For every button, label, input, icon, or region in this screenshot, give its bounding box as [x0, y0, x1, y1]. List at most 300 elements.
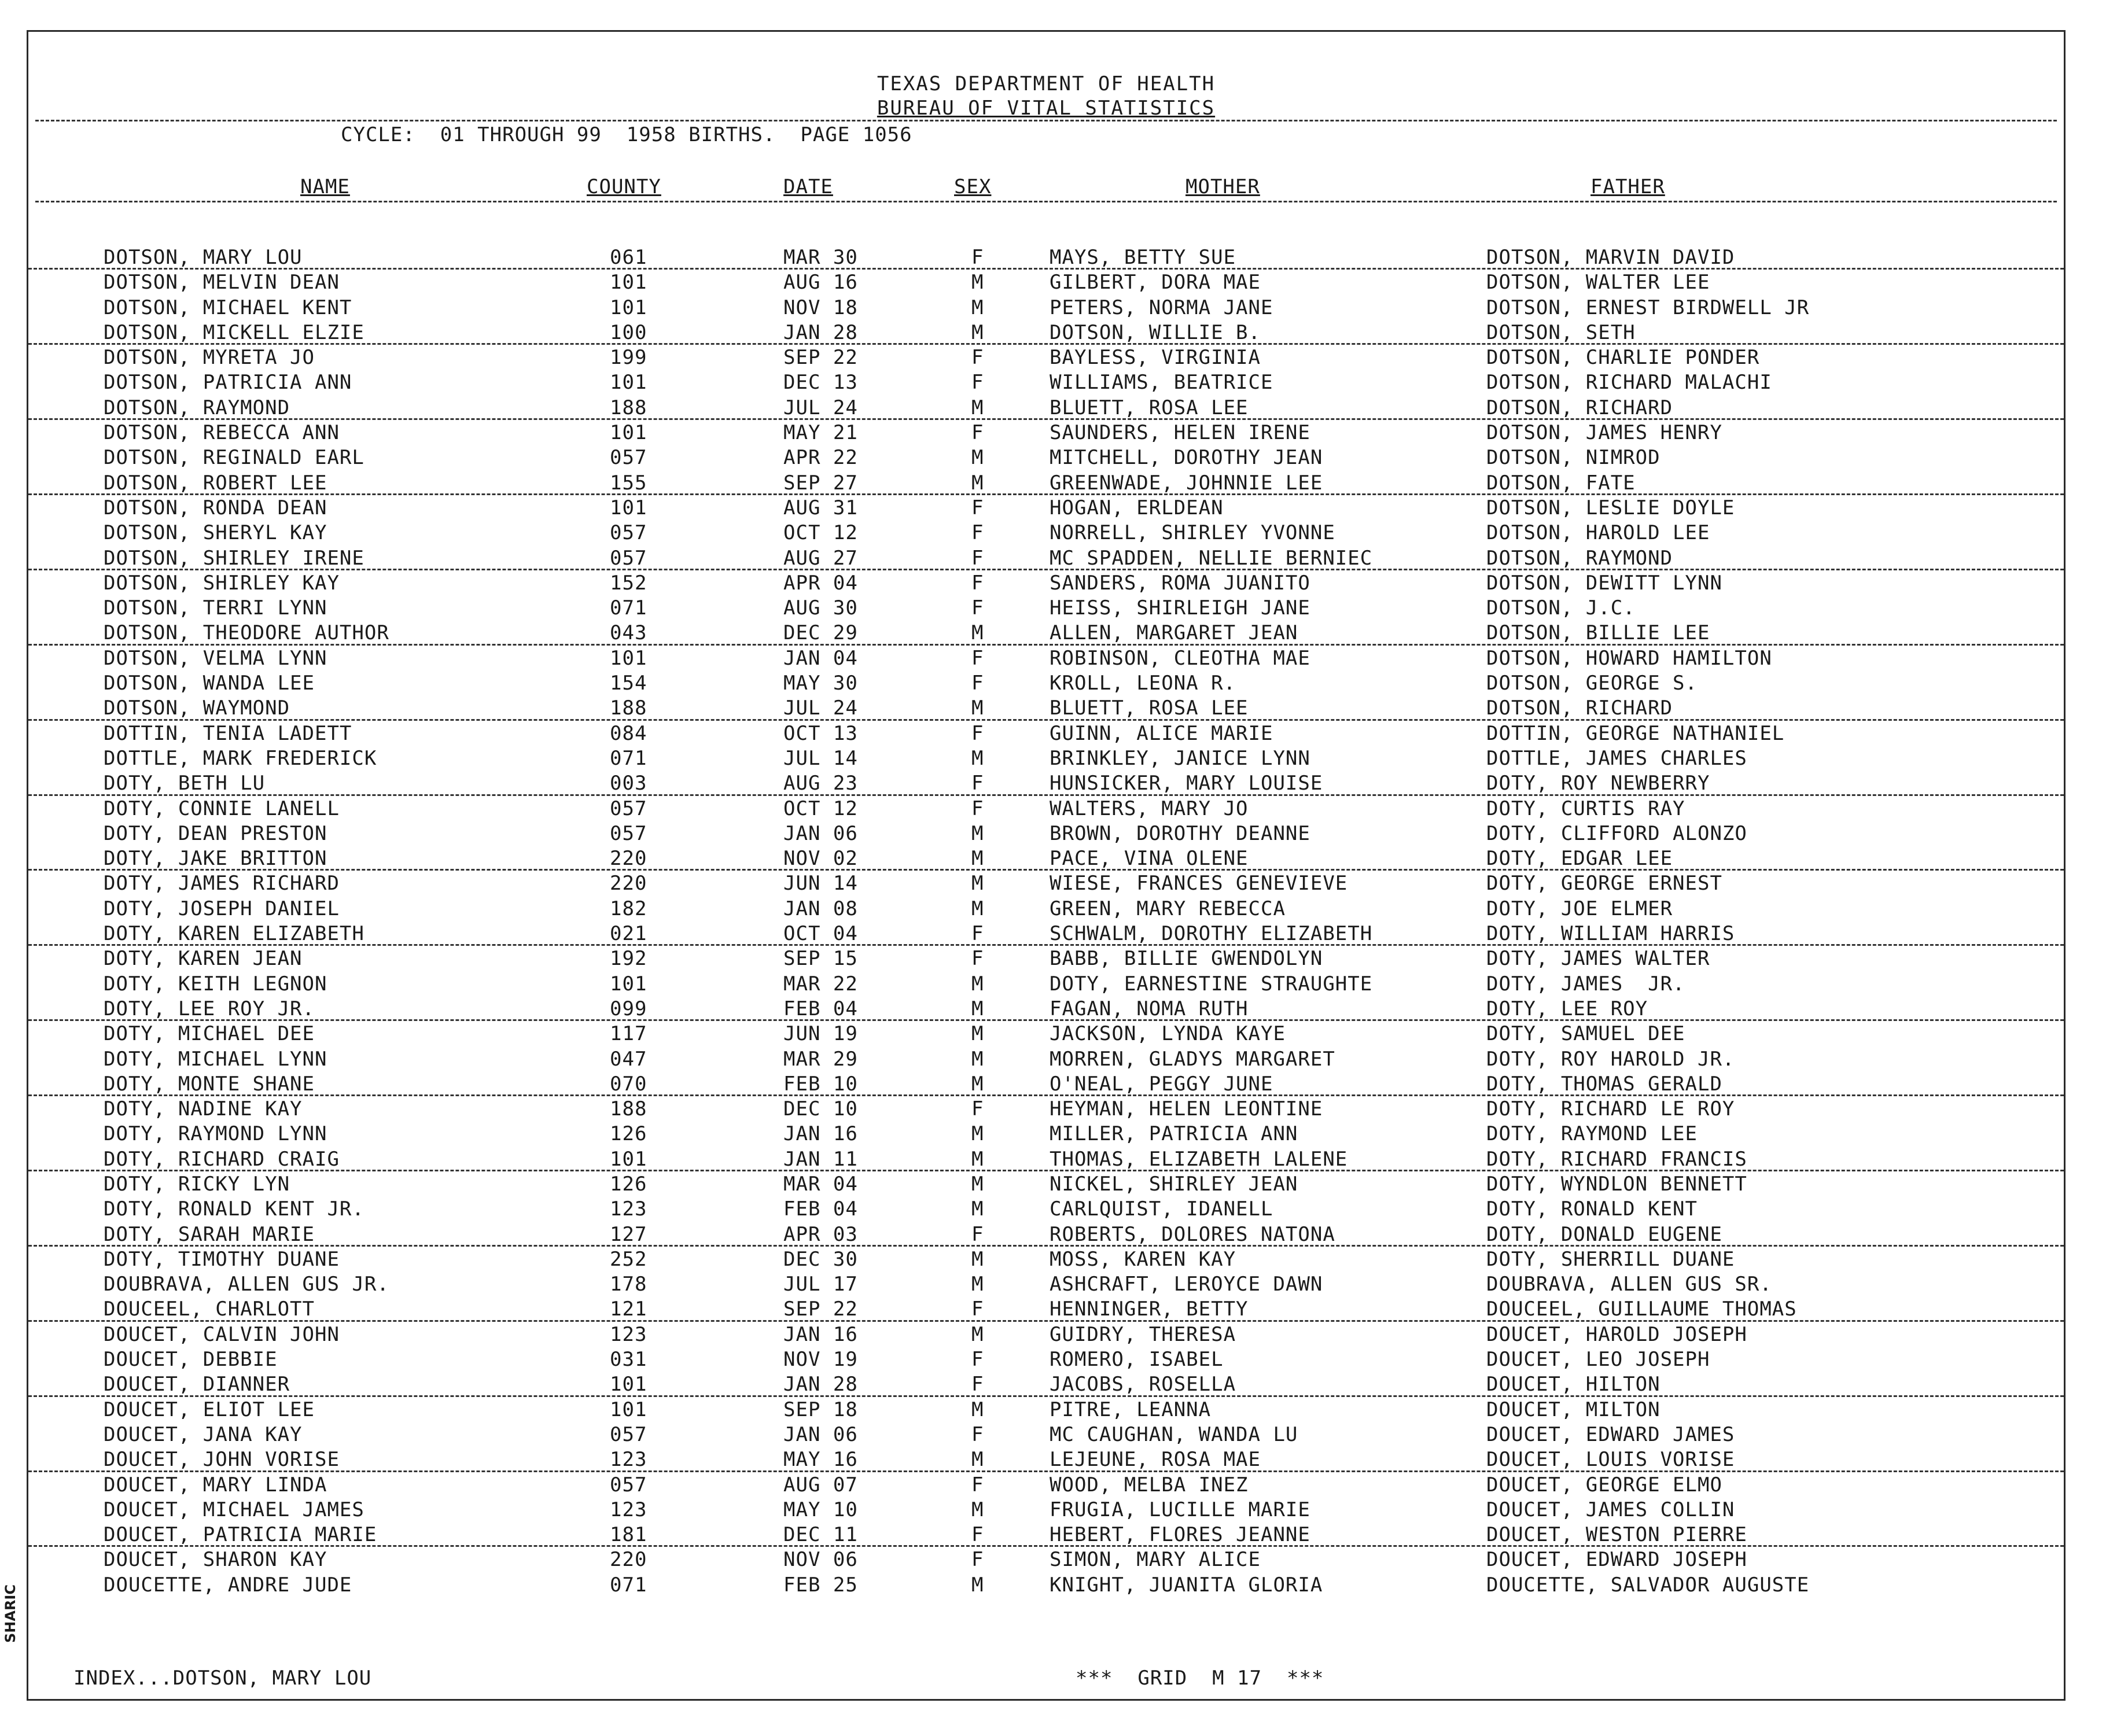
cell-mother: GUINN, ALICE MARIE [1050, 721, 1273, 745]
cell-county: 021 [610, 922, 647, 946]
cell-father: DOTY, LEE ROY [1486, 997, 1648, 1020]
cell-county: 101 [610, 972, 647, 996]
cell-father: DOTSON, LESLIE DOYLE [1486, 496, 1735, 519]
table-row [28, 570, 2064, 595]
cell-county: 057 [610, 797, 647, 820]
cell-name: DOTSON, RONDA DEAN [104, 496, 327, 519]
table-row [28, 345, 2064, 370]
cell-sex: F [971, 922, 984, 946]
table-row [28, 1147, 2064, 1171]
cell-county: 126 [610, 1122, 647, 1146]
cell-county: 188 [610, 696, 647, 720]
column-header-father: FATHER [1590, 175, 1665, 198]
cell-date: JUN 19 [783, 1022, 858, 1046]
cell-name: DOTSON, WANDA LEE [104, 672, 315, 695]
cell-county: 181 [610, 1523, 647, 1547]
table-row [28, 1497, 2064, 1522]
cell-name: DOTSON, PATRICIA ANN [104, 371, 352, 395]
cell-date: SEP 18 [783, 1398, 858, 1421]
side-label: SHARIC [2, 1584, 19, 1643]
cell-sex: M [971, 621, 984, 645]
cell-date: OCT 12 [783, 521, 858, 545]
cell-mother: BLUETT, ROSA LEE [1050, 396, 1249, 419]
cell-sex: M [971, 821, 984, 845]
index-label: INDEX...DOTSON, MARY LOU [73, 1667, 372, 1690]
cell-mother: DOTY, EARNESTINE STRAUGHTE [1050, 972, 1373, 996]
cell-name: DOTSON, VELMA LYNN [104, 646, 327, 670]
cell-date: JUL 14 [783, 746, 858, 770]
cell-date: MAY 10 [783, 1498, 858, 1521]
cell-sex: F [971, 521, 984, 545]
cell-county: 070 [610, 1072, 647, 1096]
cell-sex: M [971, 271, 984, 294]
cell-father: DOTY, JAMES WALTER [1486, 947, 1710, 971]
cell-county: 121 [610, 1298, 647, 1321]
table-row [28, 1271, 2064, 1296]
table-row [28, 295, 2064, 320]
column-header-name: NAME [300, 175, 350, 198]
cell-date: MAY 16 [783, 1448, 858, 1472]
cell-mother: HOGAN, ERLDEAN [1050, 496, 1224, 519]
cell-mother: BROWN, DOROTHY DEANNE [1050, 821, 1310, 845]
cell-county: 155 [610, 471, 647, 495]
cell-father: DOTY, THOMAS GERALD [1486, 1072, 1722, 1096]
cell-father: DOTY, SAMUEL DEE [1486, 1022, 1685, 1046]
cell-date: NOV 02 [783, 847, 858, 871]
cell-name: DOUCET, MARY LINDA [104, 1473, 327, 1497]
cell-date: FEB 04 [783, 1197, 858, 1221]
cell-father: DOUCET, HAROLD JOSEPH [1486, 1322, 1747, 1346]
cell-father: DOUCETTE, SALVADOR AUGUSTE [1486, 1573, 1810, 1597]
cell-date: JAN 16 [783, 1122, 858, 1146]
cell-father: DOTY, WYNDLON BENNETT [1486, 1172, 1747, 1196]
cell-mother: WIESE, FRANCES GENEVIEVE [1050, 872, 1348, 895]
table-row [28, 1222, 2064, 1247]
cell-father: DOTY, DONALD EUGENE [1486, 1222, 1722, 1246]
cell-date: NOV 18 [783, 296, 858, 319]
cell-father: DOTSON, DEWITT LYNN [1486, 571, 1722, 595]
cell-name: DOTY, RONALD KENT JR. [104, 1197, 365, 1221]
cell-date: MAR 30 [783, 246, 858, 269]
table-row [28, 695, 2064, 720]
cell-mother: GREENWADE, JOHNNIE LEE [1050, 471, 1323, 495]
table-row [28, 1322, 2064, 1347]
cell-sex: F [971, 1373, 984, 1396]
cell-name: DOTTIN, TENIA LADETT [104, 721, 352, 745]
cell-father: DOTSON, BILLIE LEE [1486, 621, 1710, 645]
cell-date: AUG 23 [783, 772, 858, 795]
cell-date: AUG 30 [783, 596, 858, 620]
cell-date: SEP 27 [783, 471, 858, 495]
cell-father: DOTTLE, JAMES CHARLES [1486, 746, 1747, 770]
cell-mother: FRUGIA, LUCILLE MARIE [1050, 1498, 1310, 1521]
cell-date: JAN 06 [783, 821, 858, 845]
ledger-page [27, 30, 2066, 1701]
cell-father: DOUCET, GEORGE ELMO [1486, 1473, 1722, 1497]
cell-date: OCT 13 [783, 721, 858, 745]
cell-sex: M [971, 847, 984, 871]
cell-name: DOTSON, MYRETA JO [104, 346, 315, 370]
table-row [28, 1071, 2064, 1096]
cell-sex: F [971, 1222, 984, 1246]
cell-father: DOUCET, MILTON [1486, 1398, 1661, 1421]
cell-mother: SAUNDERS, HELEN IRENE [1050, 421, 1310, 445]
cell-county: 101 [610, 1373, 647, 1396]
cell-county: 126 [610, 1172, 647, 1196]
cell-county: 101 [610, 421, 647, 445]
cell-mother: THOMAS, ELIZABETH LALENE [1050, 1147, 1348, 1171]
cell-father: DOUCEEL, GUILLAUME THOMAS [1486, 1298, 1797, 1321]
table-row [28, 1572, 2064, 1597]
cell-date: JAN 04 [783, 646, 858, 670]
table-row [28, 1472, 2064, 1497]
cell-county: 123 [610, 1197, 647, 1221]
table-row [28, 395, 2064, 420]
table-row [28, 1046, 2064, 1071]
cell-mother: FAGAN, NOMA RUTH [1050, 997, 1249, 1020]
cell-name: DOTSON, MELVIN DEAN [104, 271, 340, 294]
cell-county: 057 [610, 1473, 647, 1497]
cell-mother: SANDERS, ROMA JUANITO [1050, 571, 1310, 595]
cell-sex: F [971, 596, 984, 620]
table-row [28, 971, 2064, 996]
cell-name: DOTY, MONTE SHANE [104, 1072, 315, 1096]
cell-date: SEP 22 [783, 346, 858, 370]
table-row [28, 1247, 2064, 1271]
cell-name: DOTY, NADINE KAY [104, 1097, 303, 1121]
cell-name: DOTSON, THEODORE AUTHOR [104, 621, 389, 645]
cell-sex: M [971, 897, 984, 920]
column-header-divider [35, 201, 2057, 202]
cell-sex: F [971, 421, 984, 445]
cell-mother: ROBINSON, CLEOTHA MAE [1050, 646, 1310, 670]
cell-name: DOTSON, TERRI LYNN [104, 596, 327, 620]
cell-county: 084 [610, 721, 647, 745]
cell-father: DOTY, RICHARD LE ROY [1486, 1097, 1735, 1121]
cell-county: 101 [610, 496, 647, 519]
cell-mother: BAYLESS, VIRGINIA [1050, 346, 1261, 370]
header-divider [35, 120, 2057, 121]
cell-name: DOTY, RICHARD CRAIG [104, 1147, 340, 1171]
cell-sex: M [971, 320, 984, 344]
cell-father: DOTY, JAMES JR. [1486, 972, 1685, 996]
table-row [28, 420, 2064, 445]
cell-name: DOUCETTE, ANDRE JUDE [104, 1573, 352, 1597]
cell-date: MAR 04 [783, 1172, 858, 1196]
cell-name: DOUCET, CALVIN JOHN [104, 1322, 340, 1346]
cell-name: DOTSON, MICKELL ELZIE [104, 320, 365, 344]
cell-sex: M [971, 1247, 984, 1271]
cell-county: 057 [610, 446, 647, 470]
cell-county: 127 [610, 1222, 647, 1246]
cell-date: DEC 13 [783, 371, 858, 395]
cell-date: JAN 16 [783, 1322, 858, 1346]
cell-father: DOTY, RICHARD FRANCIS [1486, 1147, 1747, 1171]
cell-sex: M [971, 1448, 984, 1472]
column-header-county: COUNTY [587, 175, 661, 198]
cell-father: DOTSON, HAROLD LEE [1486, 521, 1710, 545]
cell-date: DEC 11 [783, 1523, 858, 1547]
table-row [28, 1422, 2064, 1447]
cell-mother: BLUETT, ROSA LEE [1050, 696, 1249, 720]
table-row [28, 721, 2064, 746]
cell-mother: ROMERO, ISABEL [1050, 1348, 1224, 1372]
table-row [28, 1547, 2064, 1572]
cell-father: DOTSON, RICHARD MALACHI [1486, 371, 1772, 395]
cell-father: DOUCET, LEO JOSEPH [1486, 1348, 1710, 1372]
table-row [28, 595, 2064, 620]
cell-name: DOTY, KAREN JEAN [104, 947, 303, 971]
cell-county: 117 [610, 1022, 647, 1046]
cell-county: 100 [610, 320, 647, 344]
cell-father: DOTSON, CHARLIE PONDER [1486, 346, 1760, 370]
cell-date: FEB 25 [783, 1573, 858, 1597]
cell-name: DOUCET, SHARON KAY [104, 1548, 327, 1572]
cell-mother: MITCHELL, DOROTHY JEAN [1050, 446, 1323, 470]
cell-mother: BRINKLEY, JANICE LYNN [1050, 746, 1310, 770]
table-row [28, 1372, 2064, 1396]
cell-father: DOTTIN, GEORGE NATHANIEL [1486, 721, 1785, 745]
cell-date: DEC 29 [783, 621, 858, 645]
cell-county: 152 [610, 571, 647, 595]
cell-father: DOTSON, JAMES HENRY [1486, 421, 1722, 445]
cell-county: 101 [610, 371, 647, 395]
cell-date: DEC 10 [783, 1097, 858, 1121]
cell-name: DOTSON, WAYMOND [104, 696, 290, 720]
cell-name: DOTSON, RAYMOND [104, 396, 290, 419]
cell-name: DOUCET, JANA KAY [104, 1422, 303, 1446]
cell-county: 043 [610, 621, 647, 645]
cell-name: DOTY, KAREN ELIZABETH [104, 922, 365, 946]
table-row [28, 445, 2064, 470]
cell-county: 057 [610, 821, 647, 845]
cell-father: DOTSON, MARVIN DAVID [1486, 246, 1735, 269]
cell-date: FEB 04 [783, 997, 858, 1020]
cell-name: DOUBRAVA, ALLEN GUS JR. [104, 1273, 389, 1296]
table-row [28, 546, 2064, 570]
cell-name: DOUCET, DIANNER [104, 1373, 290, 1396]
cell-sex: F [971, 1097, 984, 1121]
cell-sex: M [971, 396, 984, 419]
cell-sex: M [971, 972, 984, 996]
table-row [28, 1096, 2064, 1121]
cell-name: DOTSON, REBECCA ANN [104, 421, 340, 445]
table-row [28, 1121, 2064, 1146]
cell-name: DOUCET, PATRICIA MARIE [104, 1523, 377, 1547]
cell-county: 099 [610, 997, 647, 1020]
cell-father: DOTY, ROY HAROLD JR. [1486, 1047, 1735, 1071]
cell-sex: M [971, 746, 984, 770]
cell-county: 188 [610, 396, 647, 419]
cell-mother: JACKSON, LYNDA KAYE [1050, 1022, 1286, 1046]
cell-father: DOUCET, LOUIS VORISE [1486, 1448, 1735, 1472]
cell-father: DOUCET, EDWARD JOSEPH [1486, 1548, 1747, 1572]
cell-father: DOTY, ROY NEWBERRY [1486, 772, 1710, 795]
cell-date: JAN 28 [783, 320, 858, 344]
cell-father: DOTSON, FATE [1486, 471, 1636, 495]
cell-sex: M [971, 296, 984, 319]
cell-father: DOTY, JOE ELMER [1486, 897, 1673, 920]
cell-date: JUN 14 [783, 872, 858, 895]
cell-father: DOUCET, JAMES COLLIN [1486, 1498, 1735, 1521]
table-row [28, 520, 2064, 545]
cell-name: DOTSON, MICHAEL KENT [104, 296, 352, 319]
cell-mother: GREEN, MARY REBECCA [1050, 897, 1286, 920]
table-row [28, 1196, 2064, 1221]
cell-date: NOV 19 [783, 1348, 858, 1372]
table-row [28, 946, 2064, 971]
cell-name: DOTY, LEE ROY JR. [104, 997, 315, 1020]
cell-date: JAN 28 [783, 1373, 858, 1396]
cell-county: 199 [610, 346, 647, 370]
cell-name: DOTSON, REGINALD EARL [104, 446, 365, 470]
cell-sex: F [971, 1348, 984, 1372]
cell-name: DOUCEEL, CHARLOTT [104, 1298, 315, 1321]
table-row [28, 670, 2064, 695]
table-row [28, 746, 2064, 771]
cell-father: DOTSON, WALTER LEE [1486, 271, 1710, 294]
cell-county: 071 [610, 746, 647, 770]
cell-mother: NORRELL, SHIRLEY YVONNE [1050, 521, 1335, 545]
cell-sex: M [971, 997, 984, 1020]
cell-sex: F [971, 546, 984, 570]
cell-name: DOUCET, DEBBIE [104, 1348, 278, 1372]
cell-father: DOTY, GEORGE ERNEST [1486, 872, 1722, 895]
cell-sex: M [971, 1172, 984, 1196]
cell-date: APR 22 [783, 446, 858, 470]
cell-mother: CARLQUIST, IDANELL [1050, 1197, 1273, 1221]
cell-mother: MORREN, GLADYS MARGARET [1050, 1047, 1335, 1071]
cell-sex: M [971, 872, 984, 895]
cell-sex: F [971, 947, 984, 971]
table-row [28, 495, 2064, 520]
cell-mother: WALTERS, MARY JO [1050, 797, 1249, 820]
cell-county: 188 [610, 1097, 647, 1121]
bureau-title: BUREAU OF VITAL STATISTICS [877, 97, 1216, 120]
cell-date: JAN 06 [783, 1422, 858, 1446]
cell-date: AUG 07 [783, 1473, 858, 1497]
cell-county: 057 [610, 521, 647, 545]
cell-county: 101 [610, 271, 647, 294]
cell-sex: M [971, 446, 984, 470]
cell-name: DOTY, CONNIE LANELL [104, 797, 340, 820]
cell-name: DOTY, MICHAEL DEE [104, 1022, 315, 1046]
cell-mother: HENNINGER, BETTY [1050, 1298, 1249, 1321]
cell-date: MAY 21 [783, 421, 858, 445]
cell-sex: F [971, 797, 984, 820]
cell-father: DOTSON, J.C. [1486, 596, 1636, 620]
cell-father: DOTSON, NIMROD [1486, 446, 1661, 470]
cell-name: DOTY, JOSEPH DANIEL [104, 897, 340, 920]
cell-county: 220 [610, 872, 647, 895]
cell-sex: M [971, 1022, 984, 1046]
cell-mother: GUIDRY, THERESA [1050, 1322, 1236, 1346]
cell-name: DOUCET, JOHN VORISE [104, 1448, 340, 1472]
cell-date: APR 03 [783, 1222, 858, 1246]
cell-mother: KNIGHT, JUANITA GLORIA [1050, 1573, 1323, 1597]
table-row [28, 846, 2064, 871]
cell-mother: BABB, BILLIE GWENDOLYN [1050, 947, 1323, 971]
table-row [28, 1447, 2064, 1472]
cell-county: 220 [610, 1548, 647, 1572]
cell-sex: M [971, 1197, 984, 1221]
cell-name: DOUCET, MICHAEL JAMES [104, 1498, 365, 1521]
cell-sex: F [971, 1548, 984, 1572]
cell-sex: M [971, 1398, 984, 1421]
table-row [28, 771, 2064, 795]
cell-mother: MOSS, KAREN KAY [1050, 1247, 1236, 1271]
cell-father: DOTY, CLIFFORD ALONZO [1486, 821, 1747, 845]
cell-mother: PETERS, NORMA JANE [1050, 296, 1273, 319]
cell-sex: F [971, 246, 984, 269]
cell-mother: LEJEUNE, ROSA MAE [1050, 1448, 1261, 1472]
cell-father: DOTSON, RICHARD [1486, 696, 1673, 720]
cell-sex: M [971, 1498, 984, 1521]
cell-sex: F [971, 1298, 984, 1321]
cell-mother: HUNSICKER, MARY LOUISE [1050, 772, 1323, 795]
cell-county: 101 [610, 646, 647, 670]
table-row [28, 1522, 2064, 1547]
cell-county: 047 [610, 1047, 647, 1071]
cell-date: JUL 17 [783, 1273, 858, 1296]
cell-father: DOUBRAVA, ALLEN GUS SR. [1486, 1273, 1772, 1296]
table-row [28, 620, 2064, 645]
cell-date: OCT 04 [783, 922, 858, 946]
cell-sex: F [971, 646, 984, 670]
table-row [28, 646, 2064, 670]
cell-mother: HEYMAN, HELEN LEONTINE [1050, 1097, 1323, 1121]
cell-county: 003 [610, 772, 647, 795]
table-row [28, 1021, 2064, 1046]
cell-county: 154 [610, 672, 647, 695]
cell-date: SEP 15 [783, 947, 858, 971]
cell-name: DOTY, SARAH MARIE [104, 1222, 315, 1246]
cell-mother: O'NEAL, PEGGY JUNE [1050, 1072, 1273, 1096]
cell-county: 057 [610, 546, 647, 570]
cell-mother: WOOD, MELBA INEZ [1050, 1473, 1249, 1497]
cell-date: AUG 27 [783, 546, 858, 570]
cell-father: DOUCET, HILTON [1486, 1373, 1661, 1396]
table-row [28, 270, 2064, 294]
table-row [28, 245, 2064, 270]
cell-sex: M [971, 1273, 984, 1296]
cell-mother: HEBERT, FLORES JEANNE [1050, 1523, 1310, 1547]
cell-sex: F [971, 1523, 984, 1547]
cell-name: DOTY, RAYMOND LYNN [104, 1122, 327, 1146]
cell-father: DOUCET, EDWARD JAMES [1486, 1422, 1735, 1446]
cell-county: 101 [610, 1147, 647, 1171]
table-row [28, 1397, 2064, 1422]
cell-father: DOUCET, WESTON PIERRE [1486, 1523, 1747, 1547]
cell-mother: MC SPADDEN, NELLIE BERNIEC [1050, 546, 1373, 570]
table-row [28, 1347, 2064, 1372]
cell-mother: DOTSON, WILLIE B. [1050, 320, 1261, 344]
cell-name: DOTY, MICHAEL LYNN [104, 1047, 327, 1071]
cell-sex: M [971, 1122, 984, 1146]
cell-father: DOTSON, HOWARD HAMILTON [1486, 646, 1772, 670]
cell-date: AUG 31 [783, 496, 858, 519]
cell-mother: NICKEL, SHIRLEY JEAN [1050, 1172, 1298, 1196]
department-title: TEXAS DEPARTMENT OF HEALTH [877, 72, 1216, 95]
cell-father: DOTSON, GEORGE S. [1486, 672, 1698, 695]
cell-county: 071 [610, 1573, 647, 1597]
cell-father: DOTY, RONALD KENT [1486, 1197, 1698, 1221]
cell-date: DEC 30 [783, 1247, 858, 1271]
birth-records-list [28, 245, 2064, 1597]
cell-mother: WILLIAMS, BEATRICE [1050, 371, 1273, 395]
cell-sex: M [971, 471, 984, 495]
column-header-mother: MOTHER [1185, 175, 1260, 198]
